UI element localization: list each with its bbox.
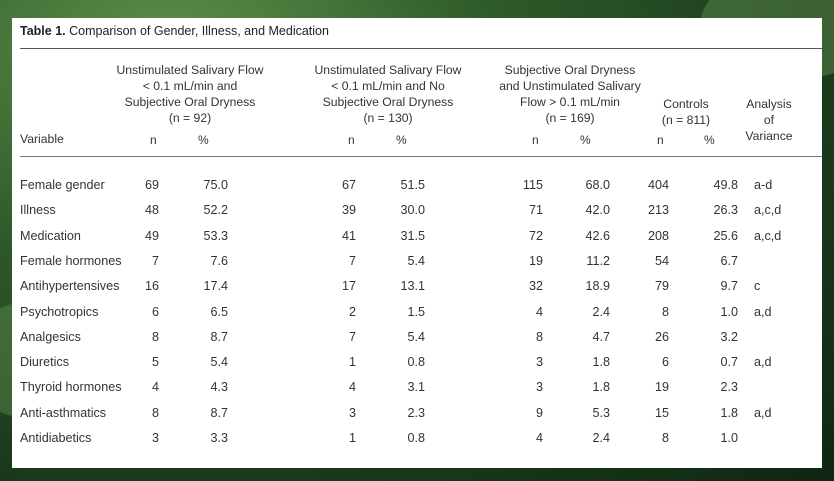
cell-anova: a,d <box>754 405 772 420</box>
cell-n: 4 <box>535 304 543 319</box>
cell-percent: 18.9 <box>585 279 610 294</box>
cell-percent: 0.8 <box>407 355 425 370</box>
cell-n: 32 <box>528 279 543 294</box>
cell-n: 3 <box>535 380 543 395</box>
pct-header: % <box>396 133 407 147</box>
row-label: Female hormones <box>20 253 122 268</box>
cell-n: 54 <box>654 253 669 268</box>
cell-percent: 1.5 <box>407 304 425 319</box>
cell-n: 1 <box>348 431 356 445</box>
cell-percent: 53.3 <box>203 228 228 243</box>
anova-header: Analysis of Variance <box>745 97 793 143</box>
row-label: Antihypertensives <box>20 279 120 294</box>
cell-percent: 2.4 <box>592 304 610 319</box>
cell-n: 19 <box>528 253 543 268</box>
cell-n: 208 <box>647 228 669 243</box>
cell-n: 3 <box>151 431 159 445</box>
cell-percent: 17.4 <box>203 279 228 294</box>
pct-header: % <box>198 133 209 147</box>
cell-n: 39 <box>341 203 356 218</box>
variable-header: Variable <box>20 132 64 146</box>
cell-n: 7 <box>348 329 356 344</box>
cell-percent: 31.5 <box>400 228 425 243</box>
cell-n: 8 <box>535 329 543 344</box>
cell-n: 6 <box>151 304 159 319</box>
row-label: Diuretics <box>20 355 69 370</box>
cell-percent: 2.4 <box>592 431 610 445</box>
cell-percent: 2.3 <box>407 405 425 420</box>
pct-header: % <box>580 133 591 147</box>
cell-percent: 1.8 <box>592 380 610 395</box>
column-group-header: Controls (n = 811) <box>661 97 711 127</box>
cell-percent: 2.3 <box>720 380 738 395</box>
cell-percent: 1.8 <box>592 355 610 370</box>
n-header: n <box>532 133 539 147</box>
cell-anova: a,c,d <box>754 203 782 218</box>
n-header: n <box>348 133 355 147</box>
cell-percent: 26.3 <box>713 203 738 218</box>
cell-percent: 51.5 <box>400 178 425 192</box>
cell-percent: 4.3 <box>210 380 228 395</box>
cell-percent: 5.4 <box>407 329 425 344</box>
row-label: Thyroid hormones <box>20 380 122 395</box>
row-label: Female gender <box>20 178 105 192</box>
cell-percent: 1.8 <box>720 405 738 420</box>
cell-n: 9 <box>535 405 543 420</box>
cell-n: 3 <box>535 355 543 370</box>
cell-percent: 42.6 <box>585 228 610 243</box>
cell-n: 48 <box>144 203 159 218</box>
cell-n: 16 <box>144 279 159 294</box>
row-label: Analgesics <box>20 329 81 344</box>
cell-n: 8 <box>661 304 669 319</box>
cell-percent: 6.7 <box>720 253 738 268</box>
cell-n: 115 <box>522 178 543 192</box>
cell-n: 15 <box>654 405 669 420</box>
cell-percent: 30.0 <box>400 203 425 218</box>
cell-percent: 9.7 <box>720 279 738 294</box>
cell-percent: 68.0 <box>585 178 610 192</box>
row-label: Illness <box>20 203 56 218</box>
cell-percent: 5.4 <box>407 253 425 268</box>
cell-n: 7 <box>151 253 159 268</box>
cell-percent: 1.0 <box>720 304 738 319</box>
cell-percent: 1.0 <box>720 431 738 445</box>
cell-n: 7 <box>348 253 356 268</box>
cell-percent: 4.7 <box>592 329 610 344</box>
cell-n: 8 <box>151 405 159 420</box>
cell-n: 4 <box>348 380 356 395</box>
column-group-header: Unstimulated Salivary Flow < 0.1 mL/min and No Subjective Oral Dryness (n = 130) <box>314 63 462 125</box>
cell-n: 71 <box>528 203 543 218</box>
column-group-header: Unstimulated Salivary Flow < 0.1 mL/min and Subjective Oral Dryness (n = 92) <box>116 63 264 125</box>
cell-percent: 3.2 <box>720 329 738 344</box>
cell-n: 8 <box>661 431 669 445</box>
cell-percent: 0.7 <box>720 355 738 370</box>
header-rule <box>20 156 822 157</box>
row-label: Psychotropics <box>20 304 99 319</box>
cell-percent: 11.2 <box>586 253 610 268</box>
table-title: Table 1. Comparison of Gender, Illness, and Medication <box>20 24 329 38</box>
cell-anova: a,c,d <box>754 228 782 243</box>
table-document <box>12 18 822 468</box>
cell-n: 4 <box>535 431 543 445</box>
cell-percent: 3.1 <box>407 380 425 395</box>
row-label: Medication <box>20 228 81 243</box>
top-rule <box>20 48 822 49</box>
cell-percent: 42.0 <box>585 203 610 218</box>
cell-n: 3 <box>348 405 356 420</box>
cell-percent: 5.3 <box>592 405 610 420</box>
cell-n: 2 <box>348 304 356 319</box>
cell-n: 1 <box>348 355 356 370</box>
cell-percent: 8.7 <box>210 405 228 420</box>
row-label: Anti-asthmatics <box>20 405 107 420</box>
cell-percent: 52.2 <box>203 203 228 218</box>
cell-anova: a-d <box>754 178 773 192</box>
cell-n: 79 <box>654 279 669 294</box>
cell-percent: 0.8 <box>407 431 425 445</box>
cell-n: 5 <box>151 355 159 370</box>
cell-n: 26 <box>654 329 669 344</box>
cell-n: 404 <box>647 178 669 192</box>
cell-anova: c <box>754 279 761 294</box>
cell-percent: 6.5 <box>210 304 228 319</box>
cell-n: 4 <box>151 380 159 395</box>
cell-percent: 25.6 <box>713 228 738 243</box>
cell-n: 49 <box>144 228 159 243</box>
cell-n: 213 <box>647 203 669 218</box>
pct-header: % <box>704 133 715 147</box>
cell-percent: 49.8 <box>713 178 738 192</box>
cell-n: 6 <box>661 355 669 370</box>
cell-n: 69 <box>144 178 159 192</box>
cell-percent: 3.3 <box>210 431 228 445</box>
cell-percent: 75.0 <box>203 178 228 192</box>
cell-percent: 13.1 <box>400 279 425 294</box>
cell-n: 67 <box>341 178 356 192</box>
cell-n: 72 <box>528 228 543 243</box>
column-group-header: Subjective Oral Dryness and Unstimulated Salivary Flow > 0.1 mL/min (n = 169) <box>499 63 641 125</box>
cell-n: 19 <box>654 380 669 395</box>
n-header: n <box>657 133 664 147</box>
cell-anova: a,d <box>754 355 772 370</box>
n-header: n <box>150 133 157 147</box>
cell-anova: a,d <box>754 304 772 319</box>
cell-n: 41 <box>341 228 356 243</box>
cell-n: 8 <box>151 329 159 344</box>
cell-percent: 5.4 <box>210 355 228 370</box>
cell-n: 17 <box>341 279 356 294</box>
cell-percent: 7.6 <box>210 253 228 268</box>
cell-percent: 8.7 <box>210 329 228 344</box>
row-label: Antidiabetics <box>20 431 92 445</box>
